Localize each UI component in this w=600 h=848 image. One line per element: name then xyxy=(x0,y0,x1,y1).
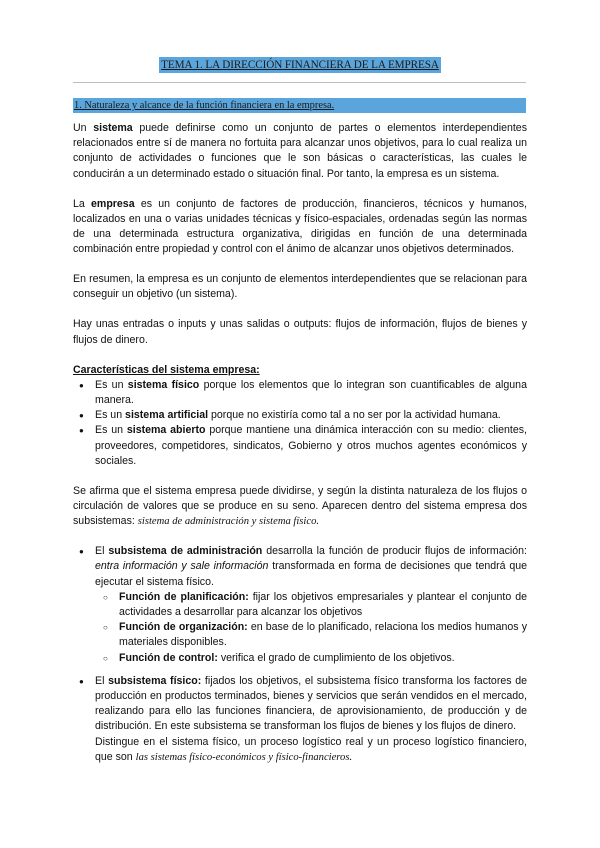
text: Distingue en el sistema físico, un proceso logístico real y un proceso logístico financiero, que son xyxy=(95,735,527,763)
text: El xyxy=(95,545,109,558)
list-item xyxy=(95,620,527,650)
list-item-physical xyxy=(73,674,527,765)
list-item xyxy=(73,408,527,423)
characteristics-list xyxy=(73,378,527,469)
text: fijados los objetivos, el subsistema físico transforma los factores de producción en productos terminados, bienes y servicios que serán vendidos en el mercado, realizando para ello las funciones financiera, de aprovisionamiento, de producción y de distribución. En este subsistema se transforman los flujos de bienes y los flujos de dinero. xyxy=(95,674,527,733)
characteristics-heading: Características del sistema empresa: xyxy=(73,363,260,376)
text: verifica el grado de cumplimiento de los objetivos. xyxy=(217,651,455,664)
italic-term: sistema de administración y sistema físico. xyxy=(137,516,320,528)
bold-term: sistema artificial xyxy=(125,409,209,422)
text: La xyxy=(73,197,92,210)
text: Es un xyxy=(95,378,128,391)
text: Se afirma que el sistema empresa puede dividirse, y según la distinta naturaleza de los flujos o circulación de valores que se produce en su seno. Aparecen dentro del sistema empresa dos subsistemas: xyxy=(73,484,527,528)
section-heading-bar xyxy=(73,98,526,113)
bold-term: sistema físico xyxy=(127,378,200,391)
text: El xyxy=(95,674,109,687)
list-item xyxy=(95,590,527,620)
spacer xyxy=(73,469,527,484)
bold-term: sistema abierto xyxy=(126,424,206,437)
text: porque no existiría como tal a no ser por la actividad humana. xyxy=(208,409,501,422)
paragraph-resumen: En resumen, la empresa es un conjunto de elementos interdependientes que se relacionan para conseguir un objetivo (un sistema). xyxy=(73,273,527,301)
text: es un conjunto de factores de producción, financieros, técnicos y humanos, localizados en una o varias unidades técnicas y físico-espaciales, ordenadas según las normas de una determinada estructura organizativa, dirigidas en función de una determinada combinación entre propiedad y control con el ánimo de alcanzar unos objetivos determinados. xyxy=(73,197,527,256)
italic-term: entra información y sale información xyxy=(95,560,269,573)
bold-term: sistema xyxy=(93,122,133,134)
title-divider xyxy=(73,82,526,83)
subsystems-list xyxy=(73,544,527,765)
list-item xyxy=(73,378,527,408)
section-heading: 1. Naturaleza y alcance de la función financiera en la empresa. xyxy=(74,100,335,111)
functions-list xyxy=(73,590,527,666)
list-item-admin xyxy=(73,544,527,666)
list-item xyxy=(73,423,527,469)
paragraph-empresa xyxy=(73,197,527,258)
bold-term: empresa xyxy=(91,197,135,210)
text: Es un xyxy=(95,424,127,437)
bold-term: Función de organización: xyxy=(119,621,248,634)
bold-term: subsistema físico: xyxy=(108,674,202,687)
text: puede definirse como un conjunto de partes o elementos interdependientes relacionados entre sí de manera no fortuita para alcanzar unos objetivos, para lo cual realiza un conjunto de actividades o funciones que le son básicas o características, las cuales le conducirán a un determinado estado o situación final. Por tanto, la empresa es un sistema. xyxy=(73,122,527,180)
paragraph-subsistemas xyxy=(73,484,527,530)
bold-term: subsistema de administración xyxy=(108,545,263,558)
text: desarrolla la función de producir flujos de información: xyxy=(262,545,527,558)
bold-term: Función de control: xyxy=(119,651,218,664)
text: en base de lo planificado, relaciona los medios humanos y materiales disponibles. xyxy=(119,621,528,649)
paragraph-sistema xyxy=(73,121,527,182)
page-title: TEMA 1. LA DIRECCIÓN FINANCIERA DE LA EMPRESA xyxy=(161,59,439,71)
document-body xyxy=(73,121,527,765)
bold-term: Función de planificación: xyxy=(119,590,249,603)
text: transformada en forma de decisiones que tendrá que ejecutar el sistema físico. xyxy=(95,560,527,588)
text: porque mantiene una dinámica interacción con su medio: clientes, proveedores, competidores, sindicatos, Gobierno y otros muchos agentes económicos y sociales. xyxy=(95,424,527,467)
title-container xyxy=(0,57,600,73)
paragraph-flujos: Hay unas entradas o inputs y unas salidas o outputs: flujos de información, flujos de bienes y flujos de dinero. xyxy=(73,318,527,346)
text: Es un xyxy=(95,409,126,422)
text: fijar los objetivos empresariales y plantear el conjunto de actividades a desarrollar para alcanzar los objetivos xyxy=(119,590,527,619)
list-item xyxy=(95,651,527,666)
text: porque los elementos que lo integran son cuantificables de alguna manera. xyxy=(95,378,527,407)
italic-term: las sistemas físico-económicos y físico-financieros. xyxy=(135,751,353,763)
text: Un xyxy=(73,122,94,134)
